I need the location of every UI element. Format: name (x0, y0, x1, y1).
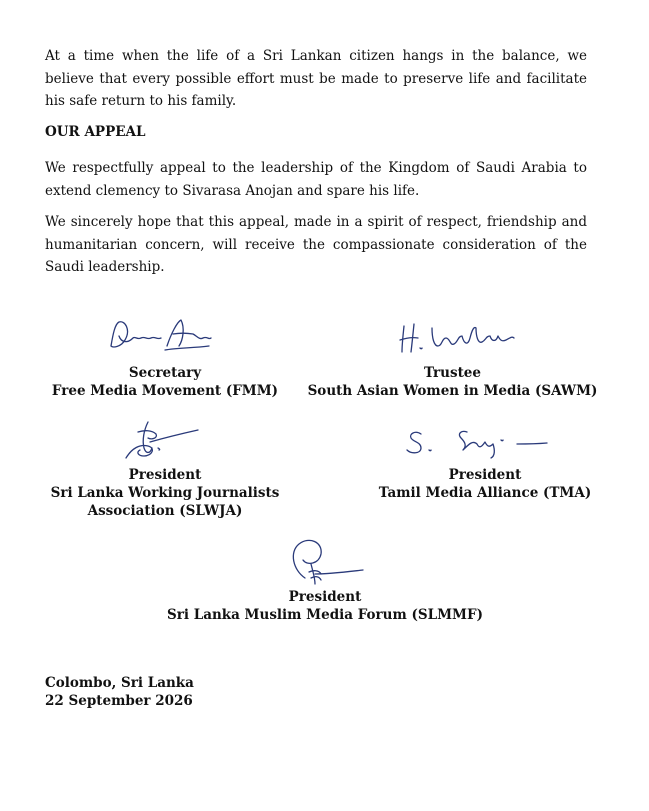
signatory-sawm (300, 364, 605, 400)
signatory-fmm (40, 364, 290, 400)
signatory-role: President (448, 467, 522, 483)
signatory-role: President (128, 467, 202, 483)
signature-tma (405, 428, 550, 458)
signature-fmm (105, 316, 215, 358)
signatory-tma (360, 466, 610, 502)
signature-slwja (118, 418, 202, 462)
signatory-slmmf (150, 588, 500, 624)
signature-sawm (398, 318, 518, 356)
signatory-organization: South Asian Women in Media (SAWM) (307, 383, 598, 399)
signatory-organization: Sri Lanka Muslim Media Forum (SLMMF) (167, 607, 483, 623)
signatory-organization: Free Media Movement (FMM) (51, 383, 279, 399)
paragraph-appeal: We respectfully appeal to the leadership of the Kingdom of Saudi Arabia to extend clemency to Sivarasa Anojan and spare his life. (45, 160, 587, 199)
paragraph-hope: We sincerely hope that this appeal, made in a spirit of respect, friendship and humanitarian concern, will receive the compassionate consideration of the Saudi leadership. (45, 214, 587, 275)
signatory-slwja (40, 466, 290, 520)
signature-slmmf (285, 534, 365, 586)
signatory-role: Secretary (128, 365, 202, 381)
signatory-organization: Tamil Media Alliance (TMA) (378, 485, 592, 501)
paragraph-intro: At a time when the life of a Sri Lankan citizen hangs in the balance, we believe that every possible effort must be made to preserve life and facilitate his safe return to his family. (45, 48, 587, 109)
footer-place: Colombo, Sri Lanka (45, 675, 194, 691)
signatory-organization-line-1: Sri Lanka Working Journalists (50, 485, 280, 501)
signatory-role: Trustee (423, 365, 481, 381)
footer-date: 22 September 2026 (45, 693, 193, 709)
signatory-organization-line-2: Association (SLWJA) (87, 503, 243, 519)
signatory-role: President (288, 589, 362, 605)
appeal-heading: OUR APPEAL (45, 124, 146, 140)
